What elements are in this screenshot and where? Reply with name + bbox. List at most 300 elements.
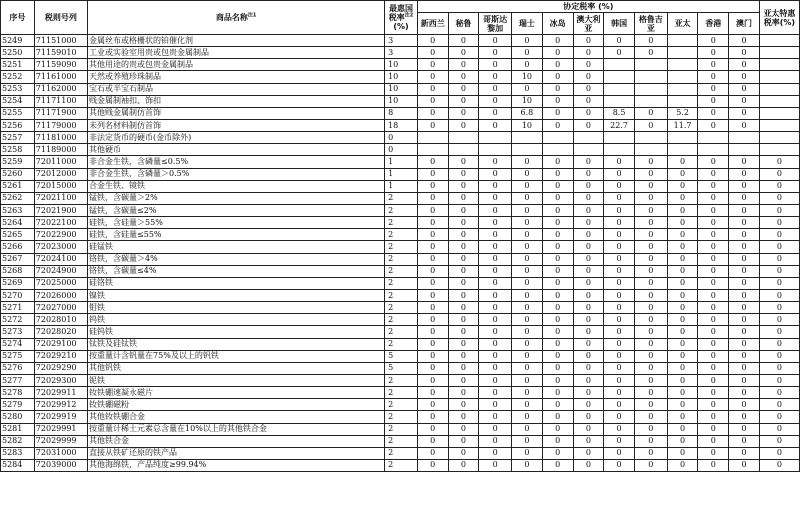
cell-code: 72015000: [34, 180, 87, 192]
cell-name: 其他钒铁: [88, 362, 385, 374]
cell-rate: [667, 95, 698, 107]
cell-rate: 0: [604, 35, 635, 47]
cell-rate: 0: [542, 204, 573, 216]
header-country: 香港: [698, 13, 729, 35]
cell-name: 钛铁及硅钛铁: [88, 338, 385, 350]
cell-apta: [759, 95, 799, 107]
cell-rate: 0: [729, 326, 760, 338]
cell-name: 其他铁合金: [88, 435, 385, 447]
cell-code: 72029912: [34, 399, 87, 411]
cell-rate: 0: [573, 277, 604, 289]
cell-rate: 0: [512, 83, 543, 95]
cell-rate: 0: [573, 229, 604, 241]
cell-code: 71162000: [34, 83, 87, 95]
cell-mfn: 2: [385, 277, 418, 289]
table-row: [1, 253, 800, 265]
cell-name: 贱金属制袖扣、饰扣: [88, 95, 385, 107]
cell-apta: 0: [759, 217, 799, 229]
cell-rate: 0: [634, 253, 667, 265]
cell-name: 钕铁硼速凝永磁片: [88, 387, 385, 399]
table-row: [1, 289, 800, 301]
cell-rate: 0: [448, 253, 479, 265]
cell-name: 硅锰铁: [88, 241, 385, 253]
cell-rate: 0: [417, 447, 448, 459]
cell-rate: 0: [573, 204, 604, 216]
cell-mfn: 2: [385, 387, 418, 399]
cell-mfn: 2: [385, 338, 418, 350]
cell-apta: 0: [759, 314, 799, 326]
cell-rate: 0: [667, 399, 698, 411]
cell-rate: 0: [634, 447, 667, 459]
cell-rate: 0: [667, 265, 698, 277]
cell-rate: 0: [417, 83, 448, 95]
cell-rate: 0: [667, 411, 698, 423]
cell-mfn: 10: [385, 83, 418, 95]
cell-rate: 0: [634, 35, 667, 47]
cell-rate: 0: [667, 338, 698, 350]
cell-seq: 5277: [1, 374, 35, 386]
cell-rate: 0: [698, 314, 729, 326]
cell-name: 非合金生铁，含磷量≤0.5%: [88, 156, 385, 168]
cell-rate: 0: [604, 399, 635, 411]
cell-rate: 0: [634, 302, 667, 314]
cell-rate: 0: [512, 241, 543, 253]
cell-seq: 5272: [1, 314, 35, 326]
cell-rate: [542, 132, 573, 144]
cell-rate: 0: [634, 119, 667, 131]
header-country: 亚太: [667, 13, 698, 35]
cell-apta: 0: [759, 435, 799, 447]
cell-rate: 0: [479, 289, 512, 301]
cell-seq: 5268: [1, 265, 35, 277]
cell-rate: 0: [448, 411, 479, 423]
cell-rate: 0: [573, 399, 604, 411]
cell-rate: 0: [698, 95, 729, 107]
cell-rate: 0: [417, 314, 448, 326]
table-row: [1, 168, 800, 180]
cell-rate: 0: [512, 180, 543, 192]
table-row: [1, 83, 800, 95]
cell-seq: 5269: [1, 277, 35, 289]
cell-rate: 0: [667, 435, 698, 447]
cell-code: 72029991: [34, 423, 87, 435]
cell-rate: 0: [542, 447, 573, 459]
cell-rate: 0: [729, 362, 760, 374]
cell-mfn: 2: [385, 314, 418, 326]
cell-rate: 0: [573, 156, 604, 168]
cell-rate: 0: [479, 314, 512, 326]
cell-rate: 0: [604, 217, 635, 229]
cell-rate: 0: [512, 326, 543, 338]
cell-rate: 0: [417, 459, 448, 471]
cell-rate: 0: [542, 265, 573, 277]
cell-apta: 0: [759, 374, 799, 386]
cell-rate: 0: [667, 423, 698, 435]
table-row: [1, 107, 800, 119]
cell-rate: 0: [604, 192, 635, 204]
cell-rate: 0: [604, 204, 635, 216]
cell-rate: 0: [417, 241, 448, 253]
cell-rate: 0: [512, 387, 543, 399]
cell-rate: 0: [729, 83, 760, 95]
cell-rate: 0: [448, 107, 479, 119]
cell-mfn: 2: [385, 192, 418, 204]
cell-rate: 0: [448, 71, 479, 83]
cell-rate: 0: [417, 71, 448, 83]
cell-mfn: 2: [385, 204, 418, 216]
cell-rate: 0: [698, 362, 729, 374]
cell-rate: 0: [479, 192, 512, 204]
cell-rate: 0: [479, 71, 512, 83]
cell-rate: 0: [604, 241, 635, 253]
cell-rate: 0: [698, 435, 729, 447]
cell-rate: 0: [604, 253, 635, 265]
cell-name: 合金生铁、镜铁: [88, 180, 385, 192]
table-body: [1, 35, 800, 472]
cell-name: 工业或实验室用贵或包贵金属制品: [88, 47, 385, 59]
cell-rate: 0: [512, 229, 543, 241]
cell-code: 72012000: [34, 168, 87, 180]
cell-name: 其他海绵铁，产品纯度≥99.94%: [88, 459, 385, 471]
cell-rate: 0: [634, 350, 667, 362]
cell-seq: 5262: [1, 192, 35, 204]
cell-rate: 0: [448, 229, 479, 241]
cell-apta: 0: [759, 277, 799, 289]
cell-rate: 0: [604, 459, 635, 471]
cell-rate: 0: [542, 241, 573, 253]
table-row: [1, 119, 800, 131]
cell-rate: 0: [729, 156, 760, 168]
cell-rate: 10: [512, 71, 543, 83]
cell-rate: 0: [634, 47, 667, 59]
cell-rate: 10: [512, 95, 543, 107]
cell-rate: 0: [729, 435, 760, 447]
cell-rate: 0: [667, 156, 698, 168]
cell-rate: 0: [479, 217, 512, 229]
cell-rate: 0: [417, 338, 448, 350]
cell-rate: [604, 95, 635, 107]
cell-rate: 0: [634, 459, 667, 471]
cell-rate: 0: [604, 277, 635, 289]
cell-code: 71151000: [34, 35, 87, 47]
header-apta-special: 亚太特惠税率(%): [759, 1, 799, 35]
cell-rate: 0: [604, 180, 635, 192]
table-row: [1, 192, 800, 204]
cell-rate: [604, 59, 635, 71]
cell-rate: 0: [448, 435, 479, 447]
cell-rate: 0: [479, 156, 512, 168]
cell-rate: [512, 144, 543, 156]
header-name: [88, 1, 385, 35]
cell-rate: 0: [634, 314, 667, 326]
cell-rate: 0: [604, 265, 635, 277]
cell-rate: 0: [479, 168, 512, 180]
cell-rate: 0: [542, 119, 573, 131]
cell-rate: [417, 132, 448, 144]
cell-apta: 0: [759, 362, 799, 374]
cell-rate: 0: [729, 399, 760, 411]
cell-rate: 0: [634, 374, 667, 386]
cell-rate: 0: [512, 168, 543, 180]
cell-rate: 0: [604, 374, 635, 386]
cell-mfn: 2: [385, 253, 418, 265]
cell-rate: 0: [573, 47, 604, 59]
cell-rate: 0: [542, 47, 573, 59]
cell-rate: 0: [542, 362, 573, 374]
cell-rate: 0: [512, 253, 543, 265]
cell-rate: 0: [479, 447, 512, 459]
cell-rate: [667, 71, 698, 83]
cell-mfn: 18: [385, 119, 418, 131]
cell-rate: 0: [573, 71, 604, 83]
header-country: 韩国: [604, 13, 635, 35]
cell-mfn: 3: [385, 47, 418, 59]
cell-rate: 0: [573, 435, 604, 447]
table-row: [1, 95, 800, 107]
cell-rate: 0: [667, 374, 698, 386]
cell-rate: 0: [667, 302, 698, 314]
cell-apta: 0: [759, 350, 799, 362]
table-row: [1, 156, 800, 168]
cell-rate: 0: [698, 35, 729, 47]
header-name-label: 商品名称: [215, 13, 248, 22]
cell-rate: 0: [729, 265, 760, 277]
cell-seq: 5249: [1, 35, 35, 47]
cell-rate: 0: [604, 326, 635, 338]
cell-seq: 5255: [1, 107, 35, 119]
cell-rate: 0: [448, 204, 479, 216]
cell-apta: 0: [759, 459, 799, 471]
cell-rate: 0: [417, 302, 448, 314]
cell-rate: 0: [698, 374, 729, 386]
cell-rate: 0: [512, 459, 543, 471]
cell-rate: 0: [634, 289, 667, 301]
cell-rate: 0: [634, 156, 667, 168]
cell-rate: 0: [417, 435, 448, 447]
cell-rate: 0: [729, 119, 760, 131]
cell-rate: 0: [573, 447, 604, 459]
cell-name: 其他硬币: [88, 144, 385, 156]
cell-apta: 0: [759, 302, 799, 314]
cell-rate: 0: [417, 387, 448, 399]
cell-rate: 0: [573, 423, 604, 435]
cell-name: 非合金生铁，含磷量＞0.5%: [88, 168, 385, 180]
cell-rate: 0: [573, 302, 604, 314]
cell-rate: 0: [698, 107, 729, 119]
cell-rate: 0: [667, 447, 698, 459]
cell-rate: 0: [417, 217, 448, 229]
cell-apta: [759, 59, 799, 71]
cell-rate: 0: [634, 411, 667, 423]
cell-rate: 0: [448, 338, 479, 350]
cell-name: 铬铁，含碳量≤4%: [88, 265, 385, 277]
cell-rate: 0: [698, 192, 729, 204]
cell-rate: 0: [542, 302, 573, 314]
cell-rate: 0: [448, 314, 479, 326]
cell-name: 镍铁: [88, 289, 385, 301]
cell-rate: 0: [573, 59, 604, 71]
cell-rate: 0: [479, 253, 512, 265]
cell-rate: [634, 132, 667, 144]
table-row: [1, 314, 800, 326]
cell-rate: 0: [634, 399, 667, 411]
cell-rate: 0: [417, 253, 448, 265]
table-row: [1, 374, 800, 386]
cell-rate: 0: [542, 277, 573, 289]
cell-rate: 5.2: [667, 107, 698, 119]
cell-rate: 0: [512, 289, 543, 301]
cell-rate: 0: [729, 180, 760, 192]
cell-mfn: 2: [385, 423, 418, 435]
cell-rate: 0: [448, 47, 479, 59]
cell-rate: 0: [479, 302, 512, 314]
cell-rate: 0: [542, 326, 573, 338]
cell-rate: 0: [604, 289, 635, 301]
table-row: [1, 217, 800, 229]
cell-rate: 0: [512, 302, 543, 314]
cell-name: 锰铁，含碳量≤2%: [88, 204, 385, 216]
cell-rate: 0: [667, 277, 698, 289]
cell-name: 硅钨铁: [88, 326, 385, 338]
cell-name: 金属丝布或格栅状的铂催化剂: [88, 35, 385, 47]
cell-rate: 0: [479, 241, 512, 253]
cell-rate: [634, 59, 667, 71]
cell-code: 72029999: [34, 435, 87, 447]
cell-seq: 5274: [1, 338, 35, 350]
cell-code: 72029100: [34, 338, 87, 350]
cell-rate: 0: [448, 217, 479, 229]
cell-rate: 0: [729, 47, 760, 59]
cell-rate: 0: [729, 459, 760, 471]
cell-rate: 0: [604, 229, 635, 241]
cell-rate: 0: [479, 180, 512, 192]
header-agreement: 协定税率 (%): [417, 1, 759, 13]
cell-rate: 0: [417, 289, 448, 301]
cell-rate: 0: [542, 423, 573, 435]
cell-seq: 5270: [1, 289, 35, 301]
cell-name: 其他钕铁硼合金: [88, 411, 385, 423]
table-row: [1, 447, 800, 459]
cell-rate: 0: [573, 35, 604, 47]
table-row: [1, 423, 800, 435]
cell-rate: 0: [448, 265, 479, 277]
cell-rate: 0: [729, 217, 760, 229]
cell-rate: 0: [448, 326, 479, 338]
cell-rate: 0: [667, 314, 698, 326]
cell-code: 72029290: [34, 362, 87, 374]
cell-rate: 0: [448, 277, 479, 289]
cell-rate: [542, 144, 573, 156]
header-name-note: 注1: [247, 12, 257, 19]
cell-code: 72029300: [34, 374, 87, 386]
cell-rate: 0: [634, 326, 667, 338]
cell-rate: 0: [448, 119, 479, 131]
cell-seq: 5271: [1, 302, 35, 314]
cell-rate: 0: [512, 192, 543, 204]
cell-rate: 0: [634, 241, 667, 253]
cell-rate: 0: [479, 350, 512, 362]
cell-rate: 0: [573, 362, 604, 374]
cell-name: 钕铁硼磁粉: [88, 399, 385, 411]
cell-rate: 0: [542, 229, 573, 241]
cell-rate: 0: [448, 350, 479, 362]
cell-rate: 0: [417, 168, 448, 180]
cell-rate: 0: [729, 241, 760, 253]
cell-rate: [479, 144, 512, 156]
cell-rate: 0: [479, 411, 512, 423]
cell-rate: 0: [698, 387, 729, 399]
cell-rate: 0: [542, 156, 573, 168]
cell-rate: 0: [512, 156, 543, 168]
cell-rate: [729, 144, 760, 156]
cell-rate: 0: [667, 326, 698, 338]
cell-rate: 0: [542, 338, 573, 350]
cell-rate: 0: [417, 229, 448, 241]
cell-rate: 10: [512, 119, 543, 131]
cell-code: 72029911: [34, 387, 87, 399]
cell-rate: 0: [573, 107, 604, 119]
cell-rate: 0: [729, 59, 760, 71]
header-seq: 序号: [1, 1, 35, 35]
cell-rate: 0: [512, 204, 543, 216]
cell-rate: 0: [634, 265, 667, 277]
cell-rate: 0: [512, 411, 543, 423]
cell-apta: [759, 47, 799, 59]
cell-rate: 0: [634, 435, 667, 447]
cell-apta: [759, 71, 799, 83]
cell-name: 其他贱金属制仿首饰: [88, 107, 385, 119]
table-row: [1, 387, 800, 399]
cell-rate: 0: [417, 95, 448, 107]
cell-rate: 0: [448, 399, 479, 411]
table-row: [1, 338, 800, 350]
cell-code: 72029919: [34, 411, 87, 423]
cell-rate: 0: [417, 326, 448, 338]
cell-mfn: 2: [385, 459, 418, 471]
cell-rate: 0: [542, 435, 573, 447]
cell-rate: 0: [573, 119, 604, 131]
cell-rate: 0: [604, 350, 635, 362]
cell-mfn: 2: [385, 411, 418, 423]
cell-rate: 0: [698, 459, 729, 471]
cell-rate: 0: [417, 59, 448, 71]
cell-name: 其他用途的贵或包贵金属制品: [88, 59, 385, 71]
cell-rate: 0: [542, 59, 573, 71]
cell-name: 按重量计稀土元素总含量在10%以上的其他铁合金: [88, 423, 385, 435]
cell-rate: 0: [417, 35, 448, 47]
table-row: [1, 59, 800, 71]
cell-rate: 0: [604, 302, 635, 314]
table-row: [1, 71, 800, 83]
cell-rate: 0: [448, 192, 479, 204]
cell-rate: 0: [729, 71, 760, 83]
cell-rate: 0: [604, 156, 635, 168]
cell-apta: [759, 119, 799, 131]
cell-rate: 0: [417, 374, 448, 386]
cell-apta: 0: [759, 229, 799, 241]
cell-apta: [759, 83, 799, 95]
cell-rate: [667, 35, 698, 47]
cell-rate: 0: [448, 459, 479, 471]
header-country: 新西兰: [417, 13, 448, 35]
cell-name: 锰铁，含碳量＞2%: [88, 192, 385, 204]
cell-rate: 6.8: [512, 107, 543, 119]
cell-rate: 0: [417, 156, 448, 168]
table-row: [1, 411, 800, 423]
cell-rate: 0: [604, 47, 635, 59]
cell-rate: 0: [573, 168, 604, 180]
cell-rate: 0: [512, 217, 543, 229]
